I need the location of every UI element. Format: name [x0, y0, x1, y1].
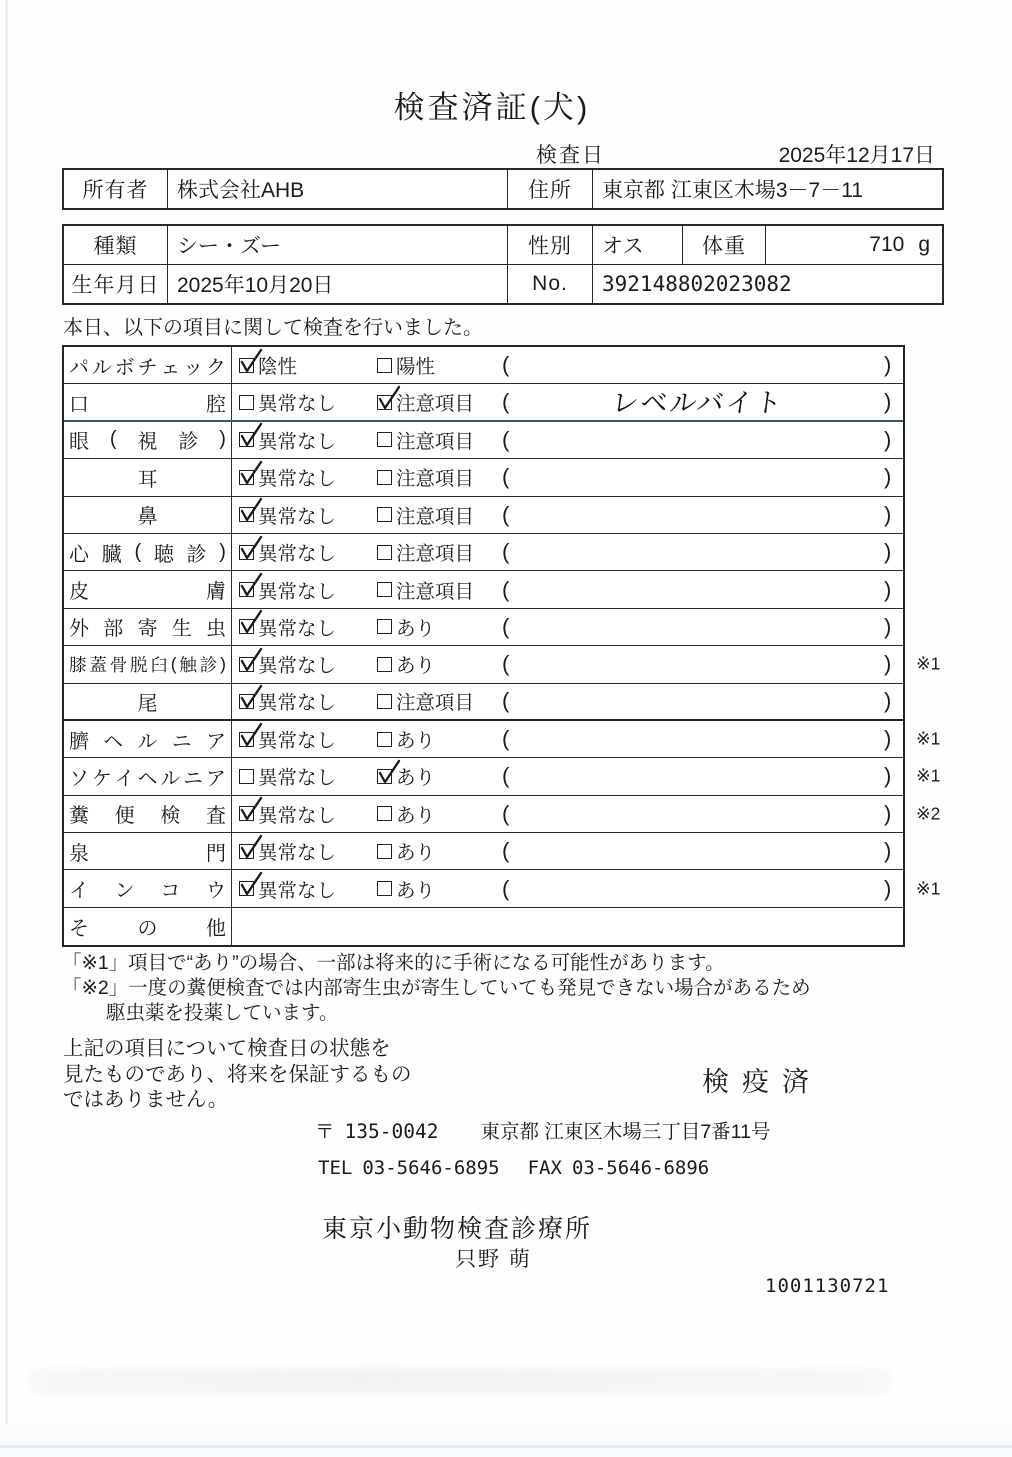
option-2-label: 注意項目: [396, 543, 475, 566]
tel-label: TEL: [318, 1157, 353, 1179]
checklist-row-label: 口 腔: [64, 384, 232, 419]
checkbox-icon: [239, 769, 254, 784]
paren-open: (: [502, 389, 510, 415]
option-2: [377, 837, 435, 865]
checklist-row-label: 尾: [64, 684, 232, 719]
option-2: [377, 576, 474, 604]
handwritten-note: レベルバイト: [609, 388, 786, 419]
checklist-row-content: [232, 459, 903, 495]
checklist-row: [64, 609, 903, 646]
checklist-row-content: [232, 384, 903, 419]
option-2-label: あり: [396, 767, 436, 790]
clinic-address: 東京都 江東区木場三丁目7番11号: [480, 1121, 771, 1143]
paren-open: (: [502, 464, 510, 490]
paren-open: (: [502, 501, 510, 527]
option-1: [239, 388, 336, 416]
paren-close: ): [884, 800, 892, 826]
checkbox-icon: [239, 844, 254, 859]
intro-text: 本日、以下の項目に関して検査を行いました。: [63, 317, 483, 339]
paren-open: (: [502, 426, 510, 452]
option-1: [239, 463, 336, 491]
checklist-row: [64, 459, 903, 496]
option-1: [239, 351, 297, 379]
checklist-row: [64, 422, 903, 459]
checkbox-icon: [377, 881, 392, 896]
paren-close: ): [884, 389, 892, 415]
no-label: No.: [507, 265, 592, 303]
checkbox-icon: [239, 395, 254, 410]
option-1: [239, 800, 336, 828]
no-value: 392148802023082: [592, 265, 942, 303]
checkbox-icon: [377, 694, 392, 709]
checklist-row-label: 眼 ( 視 診 ): [64, 422, 232, 458]
option-2: [377, 463, 474, 491]
postal-mark-icon: 〒: [315, 1121, 335, 1143]
owner-address: 東京都 江東区木場3－7－11: [592, 170, 942, 208]
option-1: [239, 762, 336, 790]
paren-close: ): [884, 613, 892, 639]
option-1-label: 異常なし: [258, 617, 337, 640]
weight-value: 710: [869, 233, 905, 256]
scan-bottom-band: [0, 1424, 1012, 1457]
clinic-name: 東京小動物検査診療所: [322, 1215, 593, 1243]
option-1: [239, 837, 336, 865]
option-1: [239, 875, 336, 903]
checklist-row-content: [232, 497, 903, 533]
checkbox-icon: [377, 732, 392, 747]
option-2-label: あり: [396, 730, 436, 753]
checklist-row: [64, 571, 903, 608]
paren-close: ): [884, 501, 892, 527]
checkbox-icon: [239, 657, 254, 672]
option-1-label: 陰性: [258, 356, 298, 379]
checkbox-icon: [377, 470, 392, 485]
checklist-row-label: 臍 ヘ ル ニ ア: [64, 721, 232, 757]
paren-close: ): [884, 651, 892, 677]
option-2: [377, 426, 474, 454]
checkbox-icon: [377, 769, 392, 784]
ref-mark: ※1: [916, 878, 941, 899]
checklist-row-content: [232, 833, 903, 869]
owner-name: 株式会社AHB: [167, 170, 507, 208]
paren-open: (: [502, 352, 510, 378]
footnote-1: 「※1」項目で“あり”の場合、一部は将来的に手術になる可能性があります。: [62, 952, 725, 974]
checklist-row-label: 外 部 寄 生 虫: [64, 609, 232, 645]
paren-open: (: [502, 875, 510, 901]
checklist-row-label: 心 臓 ( 聴 診 ): [64, 534, 232, 570]
checkbox-icon: [239, 694, 254, 709]
paren-open: (: [502, 800, 510, 826]
option-2-label: 陽性: [396, 356, 436, 379]
option-1: [239, 687, 336, 715]
page-title: 検査済証(犬): [393, 90, 591, 125]
animal-table: [62, 224, 944, 305]
checklist-row-content: [232, 908, 903, 945]
checklist-row-label: そ の 他: [64, 908, 232, 945]
checkbox-icon: [377, 432, 392, 447]
owner-label: 所有者: [82, 179, 149, 202]
option-2: [377, 351, 435, 379]
disclaimer-line-2: 見たものであり、将来を保証するもの: [63, 1062, 412, 1086]
option-1-label: 異常なし: [258, 655, 337, 678]
sex-label: 性別: [507, 226, 592, 264]
option-2-label: 注意項目: [396, 505, 475, 528]
option-1: [239, 650, 336, 678]
checklist: [62, 345, 941, 947]
checklist-row: [64, 497, 903, 534]
sex-value: オス: [592, 226, 682, 264]
option-1: [239, 725, 336, 753]
checkbox-icon: [239, 732, 254, 747]
paren-close: ): [884, 539, 892, 565]
footnotes: [62, 951, 811, 1026]
clinic-postal-line: [315, 1116, 770, 1144]
postal-code: 135-0042: [344, 1120, 439, 1143]
checklist-row-content: [232, 870, 903, 906]
checkbox-icon: [239, 881, 254, 896]
disclaimer: [63, 1036, 412, 1113]
checklist-row-label: 糞 便 検 査: [64, 796, 232, 832]
paren-close: ): [884, 875, 892, 901]
checklist-row-content: [232, 646, 903, 682]
option-1-label: 異常なし: [258, 430, 337, 453]
checklist-row-label: パ ル ボ チ ェ ッ ク: [64, 347, 232, 383]
checklist-row: [64, 347, 903, 384]
checklist-row: [64, 384, 903, 421]
tel-number: 03-5646-6895: [362, 1157, 500, 1179]
option-1-label: 異常なし: [258, 505, 337, 528]
footnote-2: 「※2」一度の糞便検査では内部寄生虫が寄生していても発見できない場合があるため: [62, 977, 811, 999]
ref-mark: ※1: [916, 728, 941, 749]
checkbox-icon: [377, 582, 392, 597]
paren-open: (: [502, 838, 510, 864]
checklist-row-label: イ ン コ ウ: [64, 870, 232, 906]
option-1-label: 異常なし: [258, 393, 337, 416]
paren-close: ): [884, 576, 892, 602]
inspection-date-label: 検査日: [536, 144, 605, 167]
quarantine-stamp: 検疫済: [702, 1067, 822, 1097]
disclaimer-line-3: ではありません。: [63, 1088, 229, 1111]
option-1-label: 異常なし: [258, 804, 337, 827]
paren-close: ): [884, 726, 892, 752]
ref-mark: ※1: [916, 765, 941, 786]
paren-open: (: [502, 576, 510, 602]
checkbox-icon: [239, 545, 254, 560]
checklist-row: [64, 684, 903, 721]
checkbox-icon: [239, 470, 254, 485]
checklist-row: [64, 870, 941, 907]
fax-label: FAX: [527, 1157, 562, 1179]
checklist-row: [64, 534, 903, 571]
paren-close: ): [884, 763, 892, 789]
checklist-row: [64, 721, 941, 758]
option-1-label: 異常なし: [258, 730, 337, 753]
breed-label: 種類: [93, 235, 138, 258]
checklist-row-content: [232, 721, 903, 757]
ref-mark: ※1: [916, 653, 941, 674]
option-1-label: 異常なし: [258, 580, 337, 603]
checklist-row-label: 膝 蓋 骨 脱 臼 ( 触 診 ): [64, 646, 232, 682]
option-2-label: あり: [396, 804, 436, 827]
option-2: [377, 538, 474, 566]
option-2-label: あり: [396, 879, 436, 902]
paren-open: (: [502, 613, 510, 639]
option-1-label: 異常なし: [258, 842, 337, 865]
animal-row-2: [64, 264, 942, 303]
checklist-row-content: [232, 422, 903, 458]
option-2: [377, 800, 435, 828]
owner-row: [64, 170, 942, 208]
birthdate-value: 2025年10月20日: [167, 265, 507, 303]
checklist-row-label: 鼻: [64, 497, 232, 533]
option-1-label: 異常なし: [258, 692, 337, 715]
clinic-tel-line: [318, 1157, 709, 1179]
option-2: [377, 650, 435, 678]
serial-number: 1001130721: [765, 1275, 890, 1297]
option-2: [377, 687, 474, 715]
footnote-3: 駆虫薬を投薬しています。: [106, 1002, 339, 1024]
fax-number: 03-5646-6896: [571, 1157, 710, 1179]
examiner-name: 只野 萌: [455, 1248, 532, 1271]
scan-edge-artifact: [5, 0, 8, 1457]
checkbox-icon: [377, 358, 392, 373]
checklist-row-content: [232, 534, 903, 570]
option-1: [239, 613, 336, 641]
option-1: [239, 538, 336, 566]
paren-close: ): [884, 352, 892, 378]
owner-table: [62, 168, 944, 210]
checklist-row: [64, 758, 941, 795]
paren-close: ): [884, 838, 892, 864]
birthdate-label: 生年月日: [71, 274, 160, 297]
paren-close: ): [884, 688, 892, 714]
option-2: [377, 613, 435, 641]
option-1-label: 異常なし: [258, 468, 337, 491]
checklist-row-content: [232, 571, 903, 607]
option-1: [239, 426, 336, 454]
checkbox-icon: [239, 507, 254, 522]
checklist-row-content: [232, 609, 903, 645]
option-2-label: 注意項目: [396, 692, 475, 715]
checkbox-icon: [239, 582, 254, 597]
inspection-date-value: 2025年12月17日: [778, 144, 935, 167]
weight-cell: [765, 226, 942, 264]
paren-close: ): [884, 426, 892, 452]
option-2-label: 注意項目: [396, 393, 475, 416]
checklist-row-content: [232, 758, 903, 794]
option-2-label: あり: [396, 655, 436, 678]
option-2: [377, 501, 474, 529]
disclaimer-line-1: 上記の項目について検査日の状態を: [63, 1037, 391, 1060]
checklist-row: [64, 796, 941, 833]
option-2-label: 注意項目: [396, 468, 475, 491]
owner-address-label: 住所: [507, 170, 592, 208]
checklist-row-content: [232, 347, 903, 383]
option-1: [239, 501, 336, 529]
option-2: [377, 725, 435, 753]
option-1-label: 異常なし: [258, 879, 337, 902]
checklist-row-content: [232, 796, 903, 832]
checkbox-icon: [377, 619, 392, 634]
checklist-row-content: [232, 684, 903, 719]
option-1: [239, 576, 336, 604]
checklist-row-label: 耳: [64, 459, 232, 495]
paren-open: (: [502, 651, 510, 677]
option-2: [377, 388, 474, 416]
checkbox-icon: [239, 432, 254, 447]
checkbox-icon: [377, 844, 392, 859]
checklist-row: [64, 646, 941, 683]
ref-mark: ※2: [916, 803, 941, 824]
checkbox-icon: [377, 806, 392, 821]
checkbox-icon: [239, 358, 254, 373]
checkbox-icon: [377, 395, 392, 410]
option-2: [377, 875, 435, 903]
paren-open: (: [502, 763, 510, 789]
breed-value: シー・ズー: [167, 226, 507, 264]
checklist-row-label: ソ ケ イ ヘ ル ニ ア: [64, 758, 232, 794]
weight-label: 体重: [682, 226, 765, 264]
paren-open: (: [502, 688, 510, 714]
checklist-row: [64, 833, 903, 870]
checkbox-icon: [377, 507, 392, 522]
option-2-label: 注意項目: [396, 430, 475, 453]
option-2: [377, 762, 435, 790]
option-2-label: 注意項目: [396, 580, 475, 603]
option-2-label: あり: [396, 617, 436, 640]
checklist-row-label: 泉 門: [64, 833, 232, 869]
paren-open: (: [502, 539, 510, 565]
paren-close: ): [884, 464, 892, 490]
option-1-label: 異常なし: [258, 767, 337, 790]
paren-open: (: [502, 726, 510, 752]
checkbox-icon: [377, 545, 392, 560]
weight-unit: g: [918, 233, 930, 256]
animal-row-1: [64, 226, 942, 264]
checklist-row: [64, 908, 903, 945]
option-1-label: 異常なし: [258, 543, 337, 566]
checkbox-icon: [377, 657, 392, 672]
checkbox-icon: [239, 806, 254, 821]
checkbox-icon: [239, 619, 254, 634]
option-2-label: あり: [396, 842, 436, 865]
checklist-row-label: 皮 膚: [64, 571, 232, 607]
scan-bottom-line: [0, 1445, 1012, 1448]
scan-smudge-artifact: [30, 1368, 890, 1394]
